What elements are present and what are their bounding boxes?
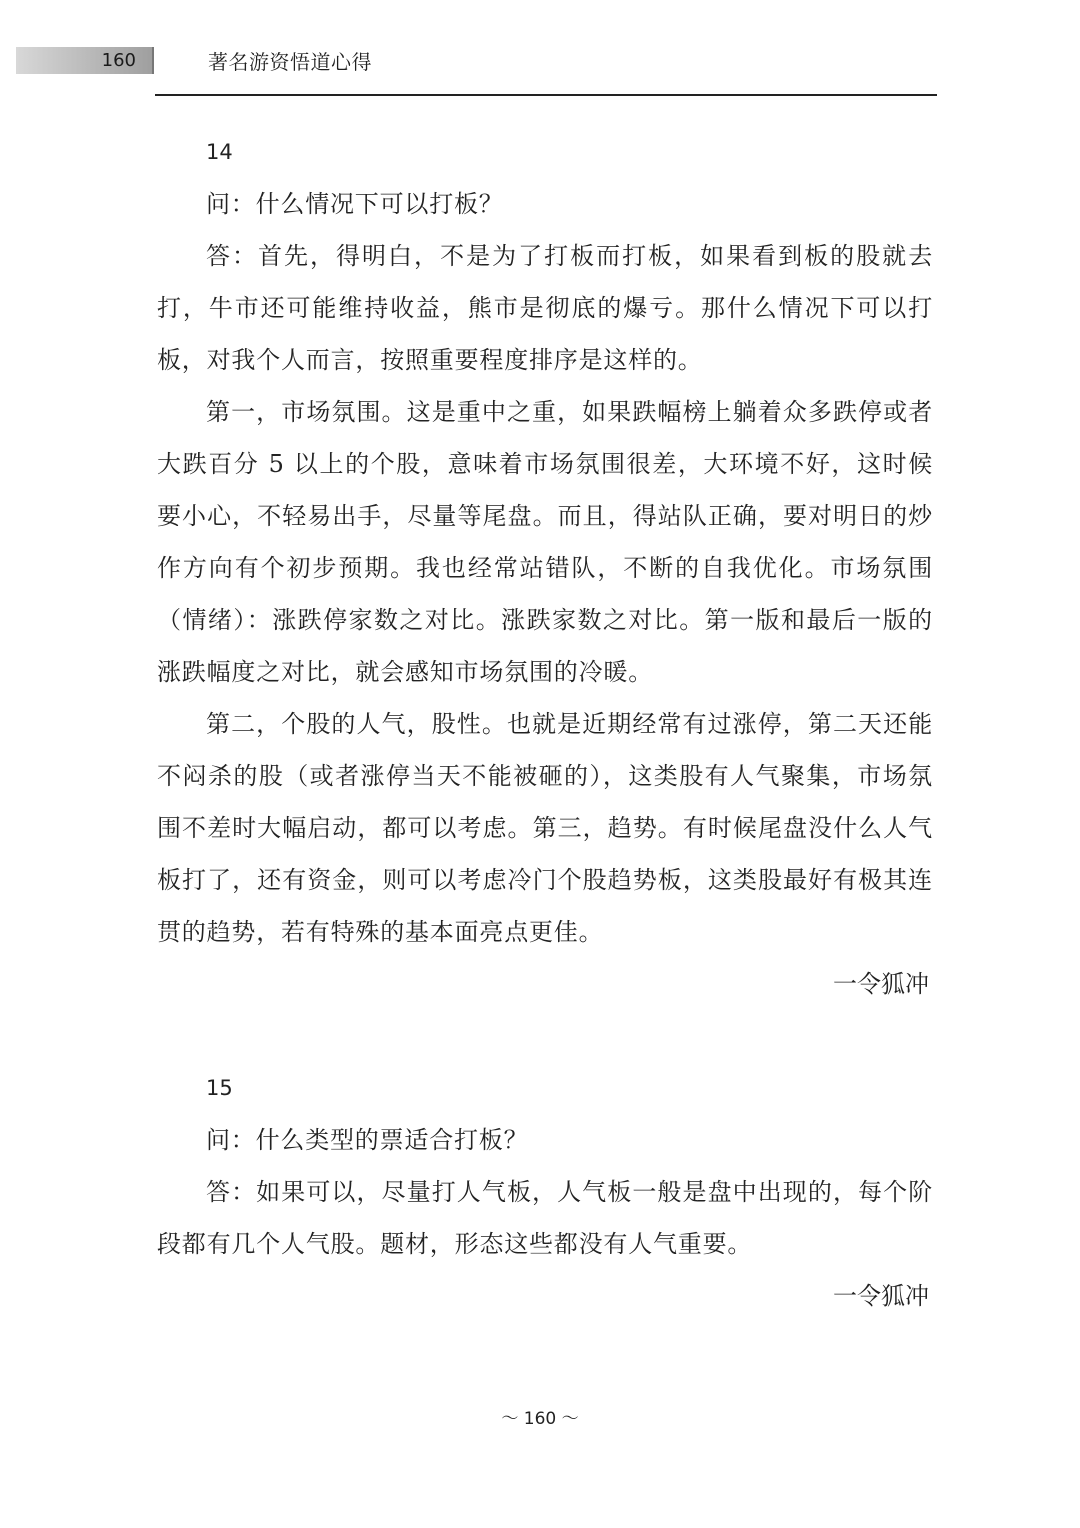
question: 问：什么情况下可以打板？ [206, 190, 504, 218]
author-signature: 一令狐冲 [833, 1282, 929, 1310]
header-divider [155, 94, 937, 96]
qa-section-15 [157, 1062, 933, 1322]
answer-paragraph: 第一，市场氛围。这是重中之重，如果跌幅榜上躺着众多跌停或者大跌百分 5 以上的个股，意味着市场氛围很差，大环境不好，这时候要小心，不轻易出手，尽量等尾盘。而且，得站队正确，要对明日的炒作方向有个初步预期。我也经常站错队，不断的自我优化。市场氛围（情绪）：涨跌停家数之对比。涨跌家数之对比。第一版和最后一版的涨跌幅度之对比，就会感知市场氛围的冷暖。 [157, 398, 933, 686]
footer-page-number: ～ 160 ～ [501, 1409, 579, 1429]
answer-paragraph: 答：首先，得明白，不是为了打板而打板，如果看到板的股就去打，牛市还可能维持收益，熊市是彻底的爆亏。那什么情况下可以打板，对我个人而言，按照重要程度排序是这样的。 [157, 242, 933, 374]
header-page-number: 160 [101, 50, 136, 71]
section-number: 15 [206, 1076, 233, 1100]
answer-paragraph: 第二，个股的人气，股性。也就是近期经常有过涨停，第二天还能不闷杀的股（或者涨停当天不能被砸的），这类股有人气聚集，市场氛围不差时大幅启动，都可以考虑。第三，趋势。有时候尾盘没什么人气板打了，还有资金，则可以考虑冷门个股趋势板，这类股最好有极其连贯的趋势，若有特殊的基本面亮点更佳。 [157, 710, 933, 946]
author-signature: 一令狐冲 [833, 970, 929, 998]
page-number-badge [16, 47, 154, 74]
answer-paragraph: 答：如果可以，尽量打人气板，人气板一般是盘中出现的，每个阶段都有几个人气股。题材，形态这些都没有人气重要。 [157, 1178, 933, 1258]
section-number: 14 [206, 140, 233, 164]
qa-section-14 [157, 126, 933, 1010]
page-body [157, 126, 933, 1322]
section-gap [157, 1010, 933, 1062]
question: 问：什么类型的票适合打板？ [206, 1126, 529, 1154]
book-title: 著名游资悟道心得 [208, 50, 372, 74]
